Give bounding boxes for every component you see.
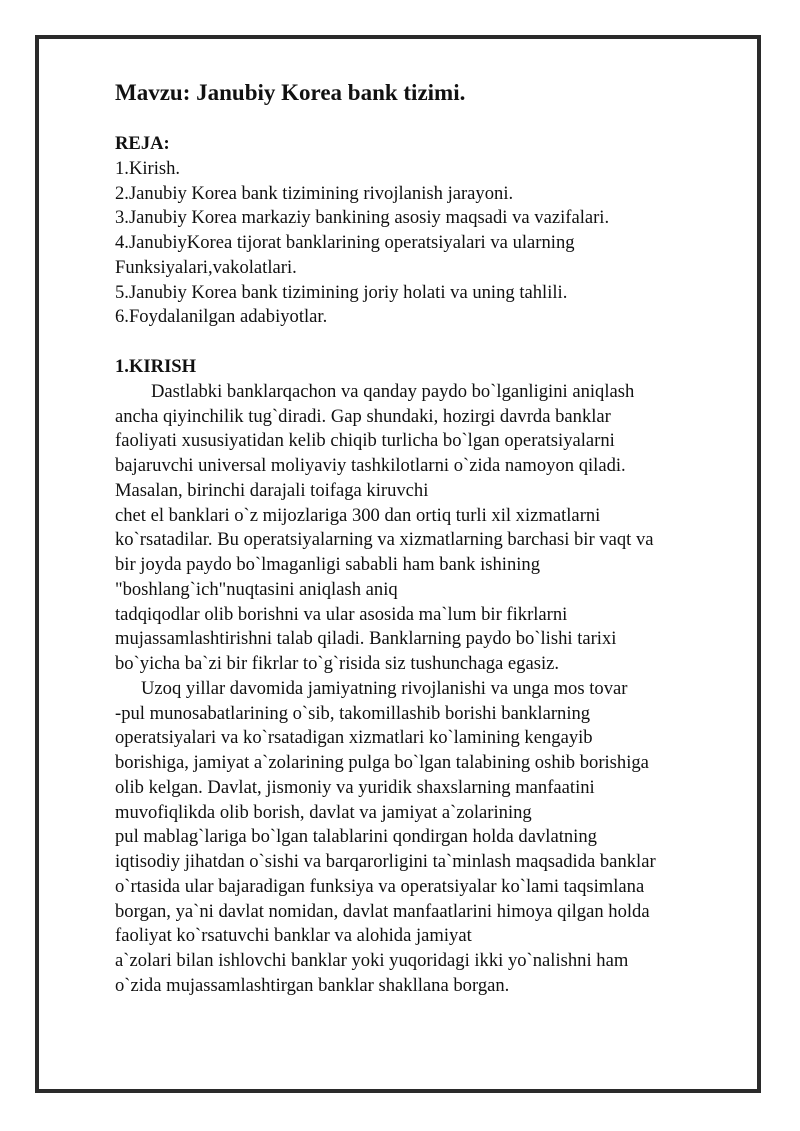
paragraph-line: mujassamlashtirishni talab qiladi. Banklarning paydo bo`lishi tarixi	[115, 628, 617, 650]
paragraph-line: iqtisodiy jihatdan o`sishi va barqarorligini ta`minlash maqsadida banklar	[115, 851, 656, 872]
intro-heading: 1.KIRISH	[115, 356, 197, 377]
paragraph-line: operatsiyalari va ko`rsatadigan xizmatlari ko`lamining kengayib	[115, 727, 593, 749]
plan-list	[115, 157, 755, 330]
document-body	[115, 78, 755, 999]
paragraph-line: pul mablag`lariga bo`lgan talablarini qondirgan holda davlatning	[115, 826, 597, 848]
paragraph-line: ancha qiyinchilik tug`diradi. Gap shundaki, hozirgi davrda banklar	[115, 405, 611, 427]
plan-section	[115, 132, 755, 330]
paragraph-line: olib kelgan. Davlat, jismoniy va yuridik shaxslarning manfaatini	[115, 776, 595, 798]
paragraph-line: Dastlabki banklarqachon va qanday paydo bo`lganligini aniqlash	[151, 380, 635, 402]
paragraph-line: ko`rsatadilar. Bu operatsiyalarning va xizmatlarning barchasi bir vaqt va	[115, 529, 654, 551]
intro-paragraph-1	[115, 380, 755, 677]
plan-item: 4.JanubiyKorea tijorat banklarining operatsiyalari va ularning	[115, 232, 575, 253]
paragraph-line: o`zida mujassamlashtirgan banklar shakllana borgan.	[115, 974, 510, 996]
paragraph-line: Uzoq yillar davomida jamiyatning rivojlanishi va unga mos tovar	[141, 677, 628, 699]
paragraph-line: borgan, ya`ni davlat nomidan, davlat manfaatlarini himoya qilgan holda	[115, 900, 650, 922]
paragraph-line: o`rtasida ular bajaradigan funksiya va operatsiyalar ko`lami taqsimlana	[115, 875, 645, 897]
intro-section	[115, 355, 755, 999]
paragraph-line: muvofiqlikda olib borish, davlat va jamiyat a`zolarining	[115, 801, 532, 823]
paragraph-line: chet el banklari o`z mijozlariga 300 dan ortiq turli xil xizmatlarni	[115, 504, 601, 526]
paragraph-line: bajaruvchi universal moliyaviy tashkilotlarni o`zida namoyon qiladi.	[115, 455, 626, 476]
plan-heading: REJA:	[115, 133, 170, 154]
paragraph-line: "boshlang`ich"nuqtasini aniqlash aniq	[115, 578, 398, 600]
paragraph-line: borishiga, jamiyat a`zolarining pulga bo`lgan talabining oshib borishiga	[115, 752, 649, 773]
plan-item: 1.Kirish.	[115, 157, 181, 179]
paragraph-line: tadqiqodlar olib borishni va ular asosida ma`lum bir fikrlarni	[115, 603, 568, 625]
plan-item: Funksiyalari,vakolatlari.	[115, 256, 297, 278]
paragraph-line: -pul munosabatlarining o`sib, takomillashib borishi banklarning	[115, 702, 591, 724]
plan-item: 2.Janubiy Korea bank tizimining rivojlanish jarayoni.	[115, 182, 514, 204]
paragraph-line: Masalan, birinchi darajali toifaga kiruvchi	[115, 479, 429, 501]
plan-item: 5.Janubiy Korea bank tizimining joriy holati va uning tahlili.	[115, 281, 568, 303]
paragraph-line: faoliyat ko`rsatuvchi banklar va alohida jamiyat	[115, 925, 472, 947]
document-title: Mavzu: Janubiy Korea bank tizimi.	[115, 80, 466, 105]
paragraph-line: a`zolari bilan ishlovchi banklar yoki yuqoridagi ikki yo`nalishni ham	[115, 950, 629, 971]
paragraph-line: bo`yicha ba`zi bir fikrlar to`g`risida siz tushunchaga egasiz.	[115, 653, 560, 674]
paragraph-line: bir joyda paydo bo`lmaganligi sababli ham bank ishining	[115, 554, 540, 575]
paragraph-line: faoliyati xususiyatidan kelib chiqib turlicha bo`lgan operatsiyalarni	[115, 430, 615, 452]
plan-item: 6.Foydalanilgan adabiyotlar.	[115, 306, 328, 328]
plan-item: 3.Janubiy Korea markaziy bankining asosiy maqsadi va vazifalari.	[115, 207, 610, 229]
intro-paragraph-2	[115, 677, 755, 999]
